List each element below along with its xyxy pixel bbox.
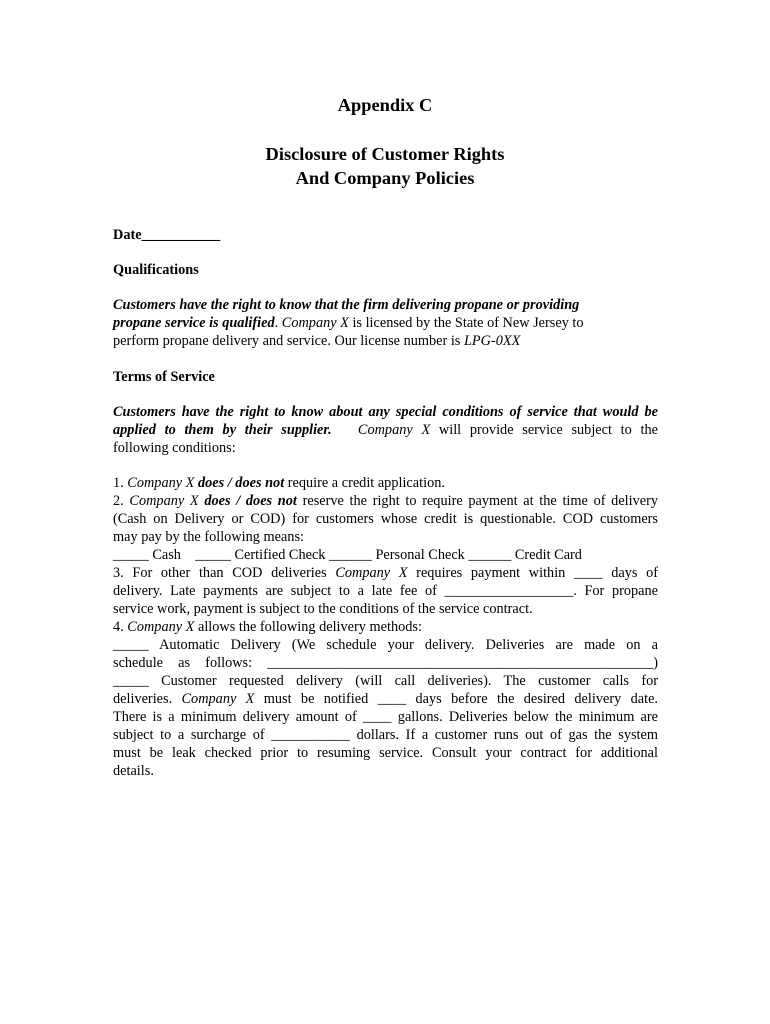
terms-company-name: Company X [357,422,431,438]
item-4-line-4: _____ Customer requested delivery (will call deliveries). The customer calls for [113,673,658,689]
document-title-line-1: Disclosure of Customer Rights [265,144,505,164]
condition-item-1 [113,474,658,492]
condition-item-2 [113,492,658,510]
item-2-choice: does / does not [198,493,297,509]
qualifications-intro-line-2: propane service is qualified [113,315,275,331]
item-3-line-2: delivery. Late payments are subject to a late fee of __________________. For propane [113,583,658,599]
qualifications-intro-line-1: Customers have the right to know that the firm delivering propane or providing [113,297,580,313]
qualifications-text-2: perform propane delivery and service. Our license number is [113,333,464,349]
item-4-line-2: _____ Automatic Delivery (We schedule your delivery. Deliveries are made on a [113,637,658,653]
item-4-line-5-b: must be notified ____ days before the desired delivery date. [254,691,658,707]
appendix-heading: Appendix C [337,95,433,115]
qualifications-heading: Qualifications [113,262,199,278]
item-4-text: allows the following delivery methods: [194,619,422,635]
qualifications-punct: . [274,315,282,331]
item-1-choice: does / does not [194,475,285,491]
terms-intro-paragraph [113,403,658,457]
item-4-line-8: must be leak checked prior to resuming service. Consult your contract for additional [113,745,658,761]
item-4-line-9: details. [113,763,154,779]
item-1-number: 1. [113,475,128,491]
item-4-line-7: subject to a surcharge of ___________ dollars. If a customer runs out of gas the system [113,727,658,743]
document-title-line-2: And Company Policies [295,168,475,188]
item-2-company: Company X [129,493,199,509]
item-4-line-5-a: deliveries. [113,691,182,707]
qualifications-text-1: is licensed by the State of New Jersey to [348,315,584,331]
item-2-line-2: (Cash on Delivery or COD) for customers whose credit is questionable. COD customers [113,511,658,527]
item-4-number: 4. [113,619,128,635]
item-3-text-a: 3. For other than COD deliveries [113,565,336,581]
item-4-line-5-company: Company X [181,691,255,707]
item-1-company: Company X [127,475,195,491]
terms-intro-line-2: applied to them by their supplier. [113,422,332,438]
item-3-line-3: service work, payment is subject to the conditions of the service contract. [113,601,533,617]
terms-intro-line-3: following conditions: [113,440,236,456]
qualifications-paragraph [113,296,658,350]
item-2-line-3: may pay by the following means: [113,529,304,545]
item-4-line-3: schedule as follows: ______________________________________________________) [113,655,658,671]
payment-options: _____ Cash _____ Certified Check ______ Personal Check ______ Credit Card [113,547,582,563]
condition-item-3 [113,564,658,582]
terms-heading: Terms of Service [113,369,215,385]
condition-item-4 [113,618,658,636]
date-field: Date___________ [113,227,221,243]
terms-intro-rest: will provide service subject to the [430,422,658,438]
item-4-company: Company X [127,619,195,635]
terms-intro-line-1: Customers have the right to know about any special conditions of service that would be [113,404,658,420]
item-4-line-5 [113,690,658,708]
item-4-line-6: There is a minimum delivery amount of ____ gallons. Deliveries below the minimum are [113,709,658,725]
item-2-text: reserve the right to require payment at the time of delivery [296,493,659,509]
license-number: LPG-0XX [463,333,521,349]
company-name: Company X [281,315,349,331]
item-3-company: Company X [335,565,408,581]
terms-conditions-list [113,474,658,780]
item-2-number: 2. [113,493,130,509]
item-1-text: require a credit application. [284,475,445,491]
item-3-text-b: requires payment within ____ days of [407,565,659,581]
